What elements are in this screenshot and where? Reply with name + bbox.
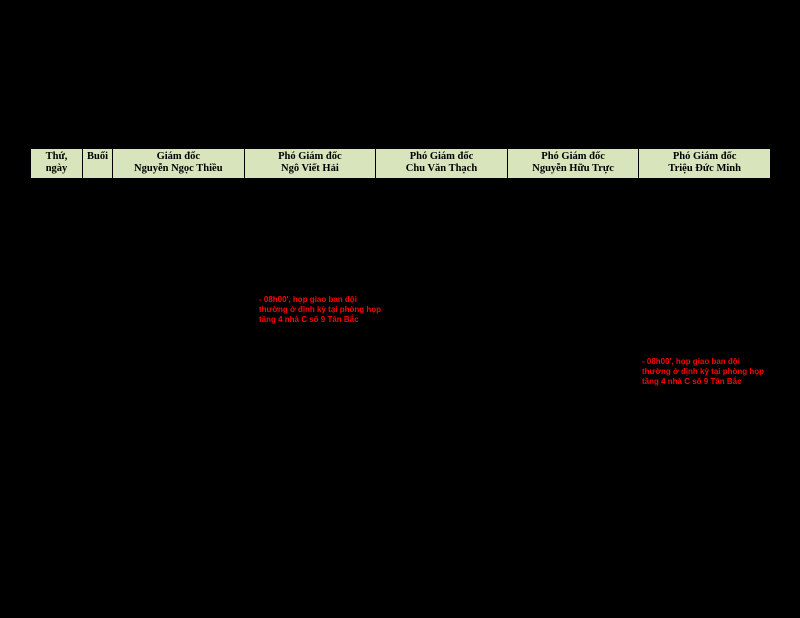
header-director (113, 149, 245, 179)
header-deputy-1 (244, 149, 376, 179)
schedule-table (30, 148, 771, 179)
header-deputy-1-title: Phó Giám đốc (278, 151, 342, 162)
header-deputy-3-title: Phó Giám đốc (541, 151, 605, 162)
schedule-note: - 08h00', họp giao ban đội thường ở định kỳ tại phòng họp tầng 4 nhà C số 9 Tân Bắc (259, 295, 382, 324)
header-deputy-4-title: Phó Giám đốc (672, 151, 737, 162)
header-deputy-3-name: Nguyễn Hữu Trực (532, 163, 614, 174)
header-deputy-2-name: Chu Văn Thạch (405, 163, 478, 174)
header-day (31, 149, 83, 179)
header-deputy-3 (507, 149, 639, 179)
header-director-title: Giám đốc (156, 151, 201, 162)
header-director-name: Nguyễn Ngọc Thiều (134, 163, 223, 174)
header-deputy-2 (376, 149, 508, 179)
header-deputy-1-name: Ngô Viết Hải (281, 163, 339, 174)
header-session-label: Buổi (86, 151, 108, 162)
header-day-line1: Thứ, (45, 151, 68, 162)
header-session (83, 149, 113, 179)
header-deputy-2-title: Phó Giám đốc (409, 151, 474, 162)
header-row (31, 149, 771, 179)
header-deputy-4 (639, 149, 771, 179)
header-deputy-4-name: Triệu Đức Minh (668, 163, 741, 174)
header-day-line2: ngày (45, 163, 68, 174)
schedule-note: - 08h00', họp giao ban đội thường ở định kỳ tại phòng họp tầng 4 nhà C số 9 Tân Bắc (642, 357, 765, 386)
